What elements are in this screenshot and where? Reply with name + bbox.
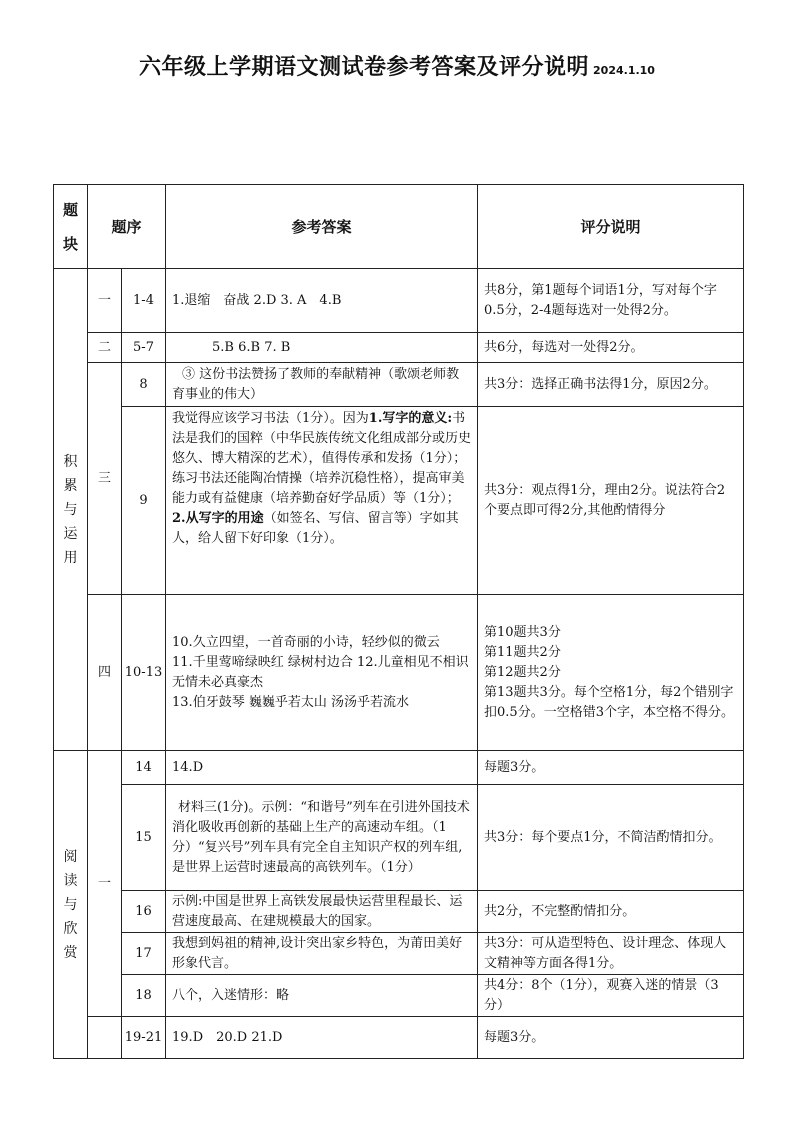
group-label: 三	[88, 363, 122, 595]
title-date: 2024.1.10	[593, 64, 655, 77]
header-answer: 参考答案	[166, 185, 478, 269]
table-row	[54, 595, 744, 751]
header-row	[54, 185, 744, 269]
scoring-cell: 第10题共3分 第11题共2分 第12题共2分 第13题共3分。每个空格1分，每2个错别字扣0.5分。一空格错3个字，本空格不得分。	[478, 595, 744, 751]
question-number: 15	[122, 785, 166, 891]
table-row	[54, 975, 744, 1017]
group-label-empty	[88, 1017, 122, 1059]
table-row	[54, 933, 744, 975]
header-scoring: 评分说明	[478, 185, 744, 269]
group-label: 一	[88, 269, 122, 333]
scoring-cell: 共6分，每选对一处得2分。	[478, 333, 744, 363]
question-number: 19-21	[122, 1017, 166, 1059]
answer-cell: 14.D	[166, 751, 478, 785]
question-number: 1-4	[122, 269, 166, 333]
question-number: 17	[122, 933, 166, 975]
scoring-cell: 共8分，第1题每个词语1分，写对每个字0.5分，2-4题每选对一处得2分。	[478, 269, 744, 333]
header-seq: 题序	[88, 185, 166, 269]
answer-cell: 我觉得应该学习书法（1分）。因为1.写字的意义:书法是我们的国粹（中华民族传统文化组成部分或历史悠久、博大精深的艺术），值得传承和发扬（1分）；练习书法还能陶冶情操（培养沉稳性格），提高审美能力或有益健康（培养勤奋好学品质）等（1分）；2.从写字的用途（如签名、写信、留言等）字如其人，给人留下好印象（1分）。	[166, 407, 478, 595]
question-number: 18	[122, 975, 166, 1017]
table-row	[54, 269, 744, 333]
section-label-accumulation: 积累与运用	[54, 269, 88, 751]
answer-table	[53, 184, 744, 1059]
table-row	[54, 363, 744, 407]
answer-cell: 示例:中国是世界上高铁发展最快运营里程最长、运营速度最高、在建规模最大的国家。	[166, 891, 478, 933]
scoring-cell: 共3分：可从造型特色、设计理念、体现人文精神等方面各得1分。	[478, 933, 744, 975]
answer-cell: 1.退缩 奋战 2.D 3. A 4.B	[166, 269, 478, 333]
table-row	[54, 751, 744, 785]
scoring-cell: 共2分，不完整酌情扣分。	[478, 891, 744, 933]
group-label: 四	[88, 595, 122, 751]
header-block: 题块	[54, 185, 88, 269]
question-number: 16	[122, 891, 166, 933]
table-row	[54, 1017, 744, 1059]
answer-cell: 八个，入迷情形：略	[166, 975, 478, 1017]
table-row	[54, 407, 744, 595]
answer-cell: 我想到妈祖的精神,设计突出家乡特色，为莆田美好形象代言。	[166, 933, 478, 975]
group-label: 一	[88, 751, 122, 1017]
table-row	[54, 785, 744, 891]
question-number: 10-13	[122, 595, 166, 751]
section-label-reading: 阅读与欣赏	[54, 751, 88, 1059]
question-number: 8	[122, 363, 166, 407]
answer-cell: 材料三(1分)。示例：“和谐号”列车在引进外国技术消化吸收再创新的基础上生产的高速动车组。（1分）“复兴号”列车具有完全自主知识产权的列车组,是世界上运营时速最高的高铁列车。（1分）	[166, 785, 478, 891]
scoring-cell: 共4分：8个（1分），观赛入迷的情景（3分）	[478, 975, 744, 1017]
question-number: 14	[122, 751, 166, 785]
answer-cell: ③ 这份书法赞扬了教师的奉献精神（歌颂老师教育事业的伟大）	[166, 363, 478, 407]
scoring-cell: 每题3分。	[478, 1017, 744, 1059]
scoring-cell: 共3分：选择正确书法得1分，原因2分。	[478, 363, 744, 407]
scoring-cell: 共3分：每个要点1分，不简洁酌情扣分。	[478, 785, 744, 891]
question-number: 9	[122, 407, 166, 595]
answer-cell: 10.久立四望，一首奇丽的小诗，轻纱似的微云 11.千里莺啼绿映红 绿树村边合 12.儿童相见不相识 无情未必真豪杰 13.伯牙鼓琴 巍巍乎若太山 汤汤乎若流水	[166, 595, 478, 751]
table-row	[54, 891, 744, 933]
title-main: 六年级上学期语文测试卷参考答案及评分说明	[139, 55, 590, 80]
group-label: 二	[88, 333, 122, 363]
answer-cell: 5.B 6.B 7. B	[166, 333, 478, 363]
scoring-cell: 每题3分。	[478, 751, 744, 785]
document-title	[0, 50, 794, 81]
scoring-cell: 共3分：观点得1分，理由2分。说法符合2个要点即可得2分,其他酌情得分	[478, 407, 744, 595]
table-row	[54, 333, 744, 363]
answer-cell: 19.D 20.D 21.D	[166, 1017, 478, 1059]
question-number: 5-7	[122, 333, 166, 363]
